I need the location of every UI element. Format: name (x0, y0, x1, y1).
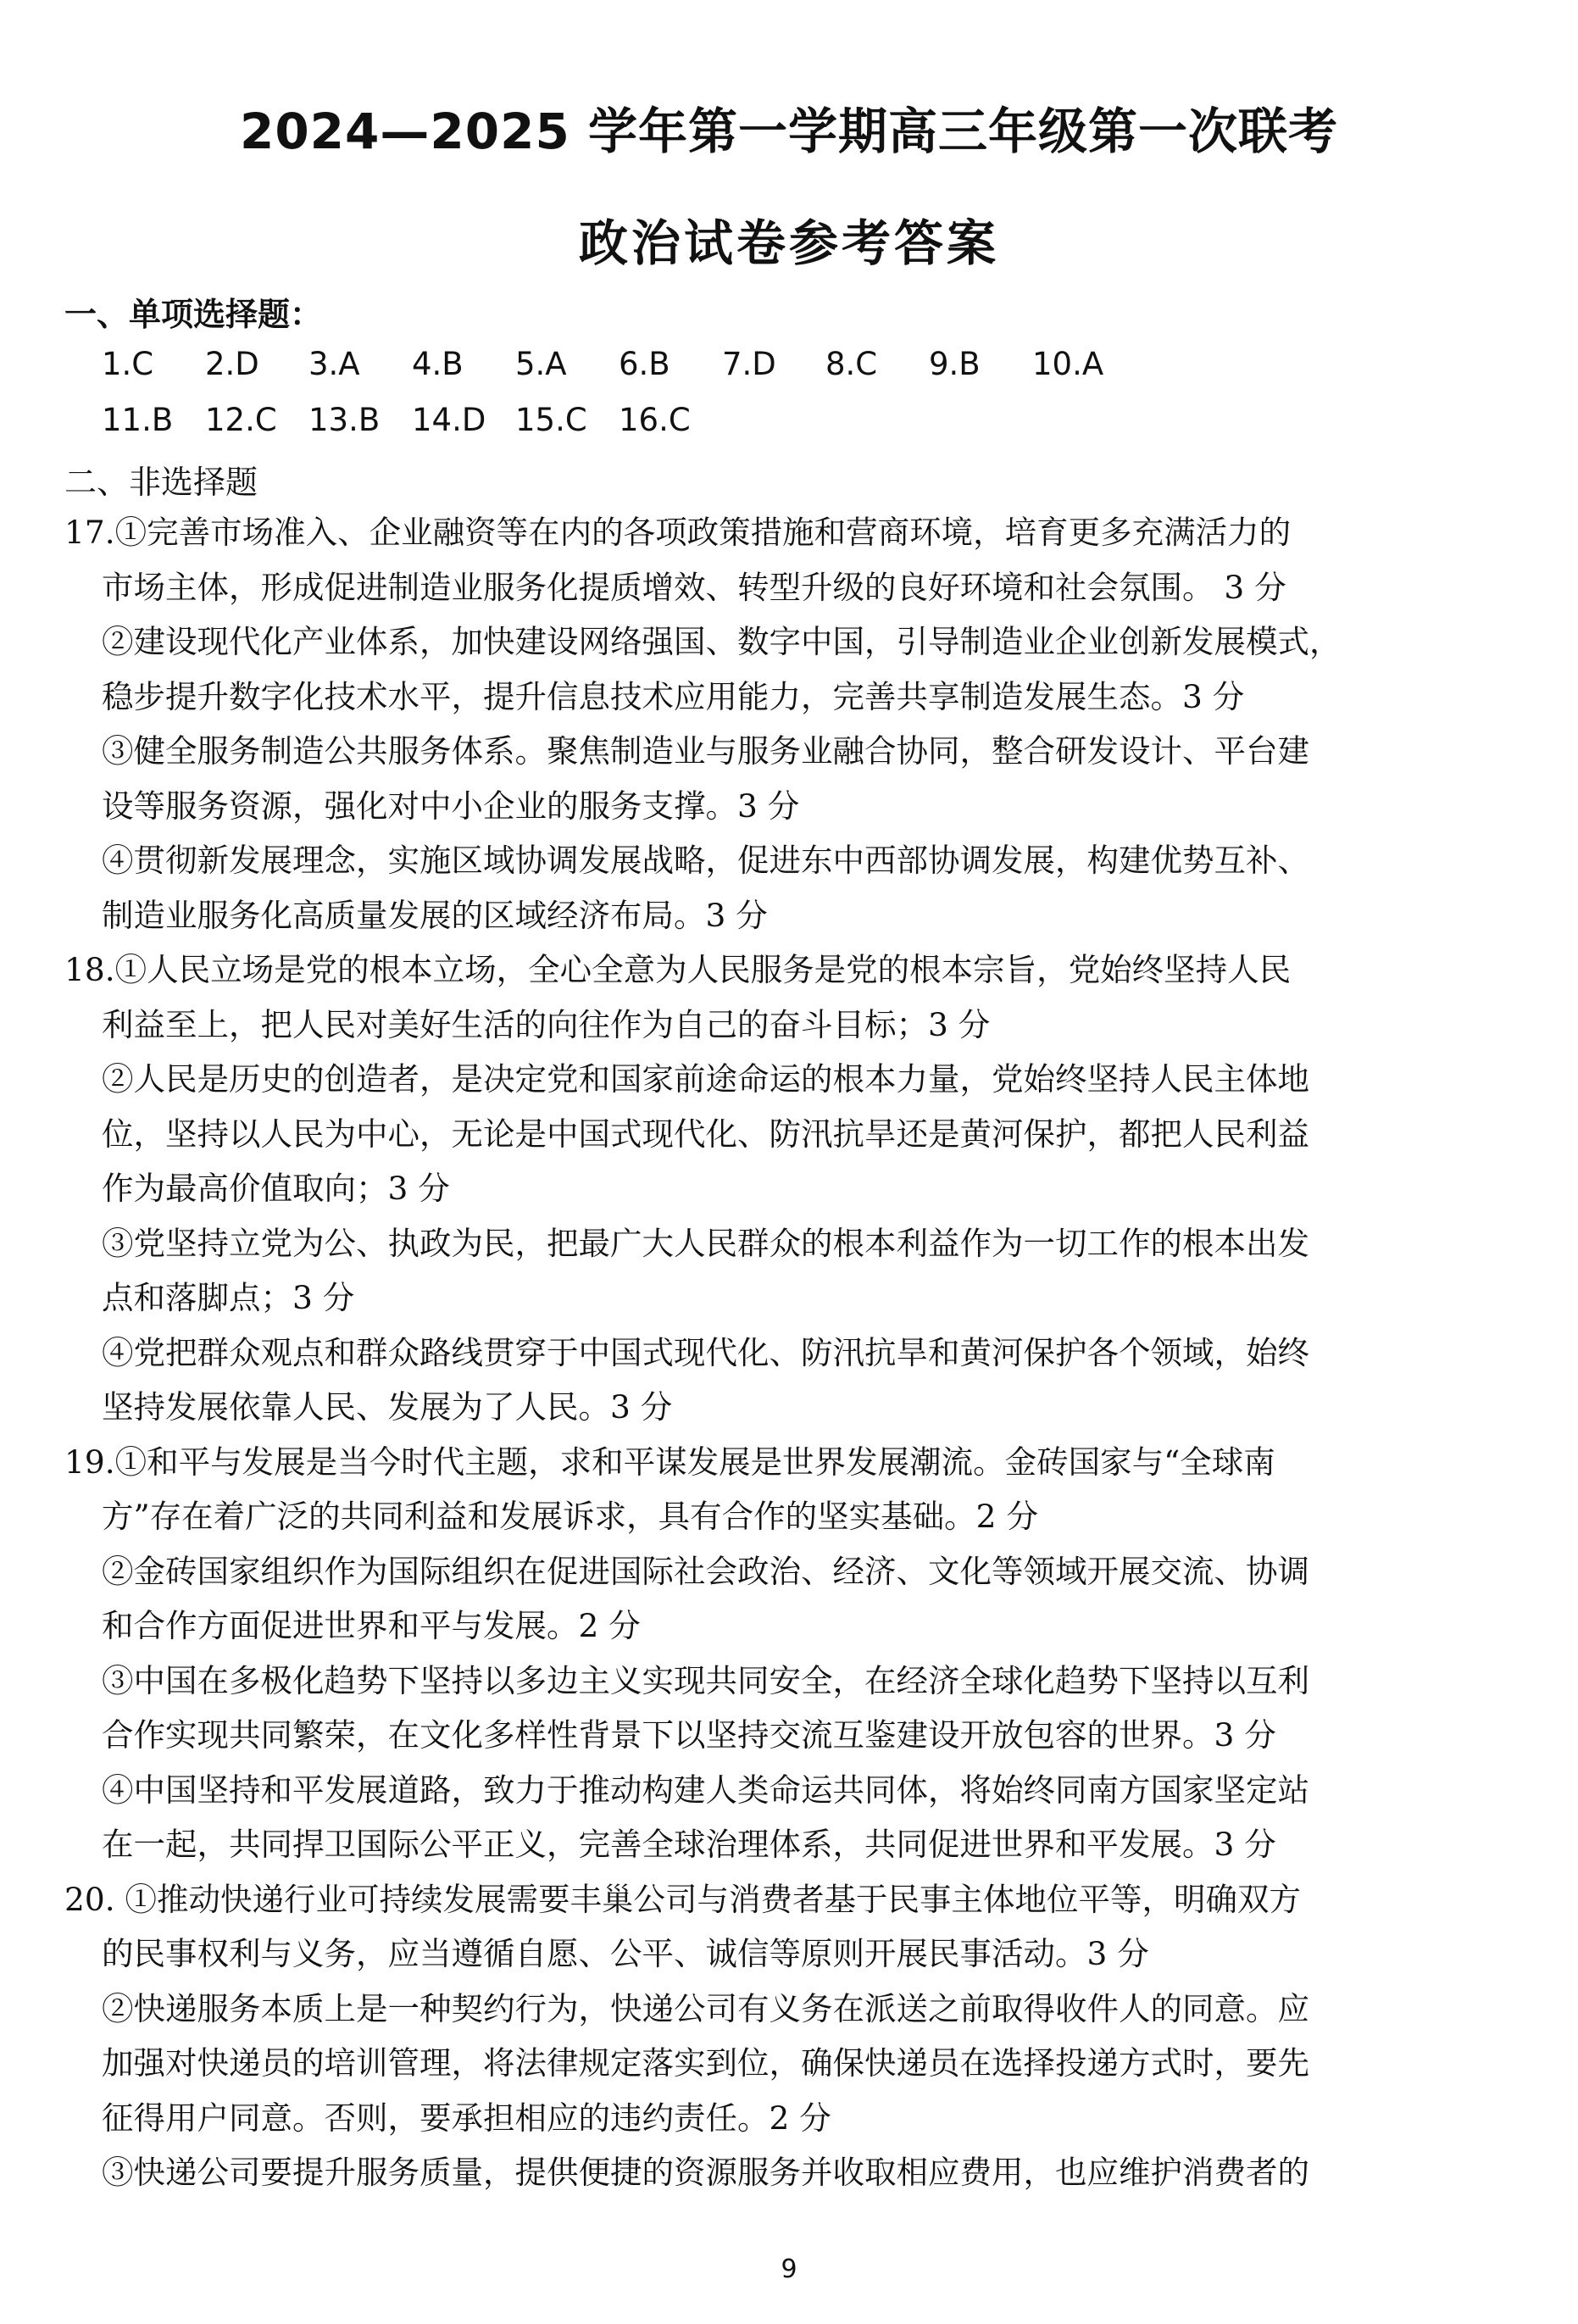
answer-row-1 (102, 346, 1136, 382)
answer-item: 12.C (205, 402, 277, 438)
exam-title: 2024—2025 学年第一学期高三年级第一次联考 (239, 103, 1339, 160)
answer-line: 20. ①推动快递行业可持续发展需要丰巢公司与消费者基于民事主体地位平等，明确双方 (64, 1880, 1302, 1918)
answer-line: ③健全服务制造公共服务体系。聚焦制造业与服务业融合协同，整合研发设计、平台建 (102, 732, 1309, 770)
answer-line: 利益至上，把人民对美好生活的向往作为自己的奋斗目标；3 分 (102, 1005, 991, 1043)
answer-line: ②人民是历史的创造者，是决定党和国家前途命运的根本力量，党始终坚持人民主体地 (102, 1060, 1309, 1098)
answer-line: 和合作方面促进世界和平与发展。2 分 (102, 1607, 641, 1644)
answer-line: ④贯彻新发展理念，实施区域协调发展战略，促进东中西部协调发展，构建优势互补、 (102, 842, 1309, 879)
answer-item: 16.C (619, 402, 691, 438)
answer-line: 17.①完善市场准入、企业融资等在内的各项政策措施和营商环境，培育更多充满活力的 (64, 514, 1292, 551)
document-subtitle: 政治试卷参考答案 (578, 214, 999, 272)
answer-item: 6.B (619, 346, 670, 382)
answer-line: ④中国坚持和平发展道路，致力于推动构建人类命运共同体，将始终同南方国家坚定站 (102, 1771, 1309, 1809)
answer-line: ②金砖国家组织作为国际组织在促进国际社会政治、经济、文化等领域开展交流、协调 (102, 1552, 1309, 1590)
answer-item: 10.A (1032, 346, 1104, 382)
answer-line: 征得用户同意。否则，要承担相应的违约责任。2 分 (102, 2099, 831, 2137)
answer-line: 加强对快递员的培训管理，将法律规定落实到位，确保快递员在选择投递方式时，要先 (102, 2044, 1309, 2082)
answer-line: 合作实现共同繁荣，在文化多样性背景下以坚持交流互鉴建设开放包容的世界。3 分 (102, 1716, 1276, 1754)
answer-line: 方”存在着广泛的共同利益和发展诉求，具有合作的坚实基础。2 分 (102, 1498, 1038, 1535)
answer-line: 的民事权利与义务，应当遵循自愿、公平、诚信等原则开展民事活动。3 分 (102, 1935, 1149, 1972)
page-number: 9 (781, 2255, 797, 2284)
answer-line: 作为最高价值取向；3 分 (102, 1170, 450, 1207)
answer-item: 1.C (102, 346, 154, 382)
answer-item: 4.B (412, 346, 464, 382)
answer-line: ②快递服务本质上是一种契约行为，快递公司有义务在派送之前取得收件人的同意。应 (102, 1989, 1309, 2027)
question-17 (64, 505, 1505, 942)
answer-item: 2.D (205, 346, 259, 382)
answer-item: 8.C (825, 346, 878, 382)
question-19 (64, 1435, 1505, 1872)
answer-row-2 (102, 402, 722, 438)
answer-item: 11.B (102, 402, 174, 438)
answer-line: 位，坚持以人民为中心，无论是中国式现代化、防汛抗旱还是黄河保护，都把人民利益 (102, 1115, 1309, 1153)
answer-item: 13.B (308, 402, 381, 438)
answer-item: 15.C (515, 402, 587, 438)
answer-line: ③党坚持立党为公、执政为民，把最广大人民群众的根本利益作为一切工作的根本出发 (102, 1224, 1309, 1262)
answer-line: 19.①和平与发展是当今时代主题，求和平谋发展是世界发展潮流。金砖国家与“全球南 (64, 1443, 1275, 1481)
answer-line: 坚持发展依靠人民、发展为了人民。3 分 (102, 1388, 673, 1426)
answer-line: 在一起，共同捍卫国际公平正义，完善全球治理体系，共同促进世界和平发展。3 分 (102, 1826, 1276, 1863)
answer-line: 市场主体，形成促进制造业服务化提质增效、转型升级的良好环境和社会氛围。 3 分 (102, 568, 1286, 606)
answer-line: ③快递公司要提升服务质量，提供便捷的资源服务并收取相应费用，也应维护消费者的 (102, 2154, 1309, 2191)
answer-line: ②建设现代化产业体系，加快建设网络强国、数字中国，引导制造业企业创新发展模式， (102, 623, 1342, 660)
answer-item: 7.D (722, 346, 776, 382)
answer-item: 5.A (515, 346, 567, 382)
answer-line: 制造业服务化高质量发展的区域经济布局。3 分 (102, 896, 768, 934)
answer-line: 18.①人民立场是党的根本立场，全心全意为人民服务是党的根本宗旨，党始终坚持人民 (64, 951, 1292, 988)
question-20 (64, 1872, 1505, 2200)
answer-line: ④党把群众观点和群众路线贯穿于中国式现代化、防汛抗旱和黄河保护各个领域，始终 (102, 1333, 1309, 1371)
question-18 (64, 942, 1505, 1435)
answer-line: ③中国在多极化趋势下坚持以多边主义实现共同安全，在经济全球化趋势下坚持以互利 (102, 1661, 1309, 1699)
answer-item: 9.B (929, 346, 981, 382)
section-heading-multiple-choice: 一、单项选择题： (64, 296, 323, 333)
answer-line: 稳步提升数字化技术水平，提升信息技术应用能力，完善共享制造发展生态。3 分 (102, 677, 1245, 715)
answer-item: 14.D (412, 402, 486, 438)
answer-line: 点和落脚点；3 分 (102, 1279, 355, 1316)
question-answers (64, 505, 1505, 2200)
section-heading-non-choice: 二、非选择题 (64, 464, 258, 501)
answer-item: 3.A (308, 346, 360, 382)
answer-line: 设等服务资源，强化对中小企业的服务支撑。3 分 (102, 787, 800, 825)
